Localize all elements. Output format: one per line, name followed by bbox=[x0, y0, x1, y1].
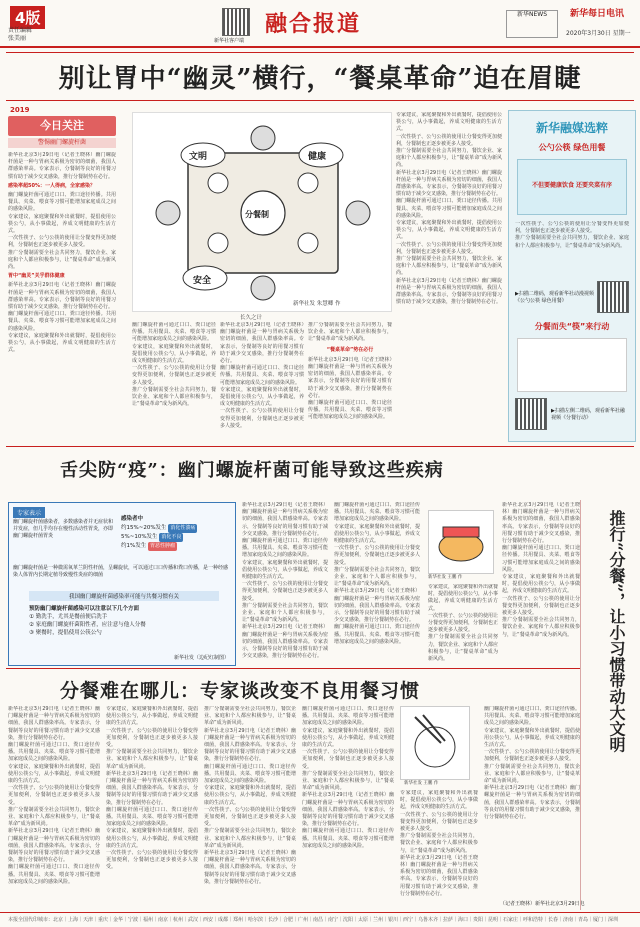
body-paragraph: 一次性筷子、公勺公筷的使用让分餐变得更加便利，分餐制也正逐步被更多人接受。 bbox=[132, 365, 216, 386]
body-paragraph: 幽门螺旋杆菌可通过口口、粪口途径传播。共用餐具、夹菜、喂食等习惯可能增加家庭成员之间的感染风险。 bbox=[204, 763, 296, 785]
body-paragraph: 幽门螺旋杆菌可通过口口、粪口途径传播。共用餐具、夹菜、喂食等习惯可能增加家庭成员之间的感染风险。 bbox=[8, 742, 100, 763]
body-paragraph: 专家建议，家庭聚餐和外出就餐时，提倡使用公筷公勺，从小事做起，养成文明健康的生活方式。 bbox=[400, 790, 478, 811]
box-credit: 新华社发（边纪红制图） bbox=[173, 655, 229, 661]
body-paragraph: 幽门螺旋杆菌可通过口口、粪口途径传播。共用餐具、夹菜、喂食等习惯可能增加家庭成员之间的感染风险。 bbox=[396, 198, 502, 219]
body-paragraph: 推广分餐制需要全社会共同努力，餐饮企业、家庭和个人都应积极参与，让“餐桌革命”成为新风尚。 bbox=[428, 634, 498, 663]
body-paragraph: 新华社北京3月29日电（记者王晓林）幽门螺旋杆菌是一种与胃病关系极为密切的细菌，我国人群感染率高。专家表示，分餐制等良好的用餐习惯有助于减少交叉感染，推行分餐制势在必行。 bbox=[8, 828, 100, 864]
stats-title: 感染者中 bbox=[121, 516, 144, 522]
body-paragraph: 新华社北京3月29日电（记者王晓林）幽门螺旋杆菌是一种与胃病关系极为密切的细菌，我国人群感染率高。专家表示，分餐制等良好的用餐习惯有助于减少交叉感染，推行分餐制势在必行。 bbox=[8, 706, 100, 741]
body-paragraph: 推广分餐制需要全社会共同努力，餐饮企业、家庭和个人都应积极参与，让“餐桌革命”成为新风尚。 bbox=[8, 249, 116, 271]
body-paragraph: 专家建议，家庭聚餐和外出就餐时，提倡使用公筷公勺，从小事做起，养成文明健康的生活方式。 bbox=[8, 332, 116, 354]
label-health: 健康 bbox=[308, 152, 327, 162]
body-paragraph: 推广分餐制需要全社会共同努力，餐饮企业、家庭和个人都应积极参与，让“餐桌革命”成为新风尚。 bbox=[302, 770, 394, 792]
body-paragraph: 推广分餐制需要全社会共同努力，餐饮企业、家庭和个人都应积极参与，让“餐桌革命”成为新风尚。 bbox=[132, 386, 216, 408]
body-paragraph: 推广分餐制需要全社会共同努力，餐饮企业、家庭和个人都应积极参与，让“餐桌革命”成为新风尚。 bbox=[484, 763, 580, 785]
body-paragraph: 专家建议，家庭聚餐和外出就餐时，提倡使用公筷公勺，从小事做起，养成文明健康的生活方式。 bbox=[502, 574, 580, 595]
subhead: 感染率超50%：一人得病，全家感染？ bbox=[8, 182, 95, 189]
body-paragraph: 专家建议，家庭聚餐和外出就餐时，提倡使用公筷公勺，从小事做起，养成文明健康的生活方式。 bbox=[334, 523, 420, 545]
story2-col-3 bbox=[428, 584, 498, 664]
body-paragraph: 新华社北京3月29日电（记者王晓林）幽门螺旋杆菌是一种与胃病关系极为密切的细菌，我国人群感染率高。专家表示，分餐制等良好的用餐习惯有助于减少交叉感染，推行分餐制势在必行。 bbox=[242, 624, 328, 660]
headline-rule-bottom bbox=[6, 100, 634, 101]
body-paragraph: 一次性筷子、公勺公筷的使用让分餐变得更加便利，分餐制也正逐步被更多人接受。 bbox=[400, 811, 478, 833]
body-paragraph: 新华社北京3月29日电（记者王晓林）幽门螺旋杆菌是一种与胃病关系极为密切的细菌，我国人群感染率高。专家表示，分餐制等良好的用餐习惯有助于减少交叉感染，推行分餐制势在必行。 bbox=[204, 727, 296, 763]
lead-column-1 bbox=[8, 152, 116, 442]
body-paragraph: 专家建议，家庭聚餐和外出就餐时，提倡使用公筷公勺，从小事做起，养成文明健康的生活方式。 bbox=[302, 727, 394, 749]
body-paragraph: 新华社北京3月29日电（记者王晓林）幽门螺旋杆菌是一种与胃病关系极为密切的细菌，我国人群感染率高。专家表示，分餐制等良好的用餐习惯有助于减少交叉感染，推行分餐制势在必行。 bbox=[204, 850, 296, 885]
qr-code-icon[interactable] bbox=[597, 281, 629, 313]
stat-tag: 消化性溃疡 bbox=[170, 525, 196, 531]
box-title: 专家表示 bbox=[13, 507, 45, 518]
body-paragraph: 幽门螺旋杆菌可通过口口、粪口途径传播。共用餐具、夹菜、喂食等习惯可能增加家庭成员之间的感染风险。 bbox=[242, 538, 328, 559]
body-paragraph: 专家建议，家庭聚餐和外出就餐时，提倡使用公筷公勺，从小事做起，养成文明健康的生活方式。 bbox=[396, 220, 502, 241]
tip-item: ② 家庭幽门螺旋杆菌阳性者，应注意与他人分餐 bbox=[29, 622, 146, 628]
body-paragraph: 幽门螺旋杆菌可通过口口、粪口途径传播。共用餐具、夹菜、喂食等习惯可能增加家庭成员之间的感染风险。 bbox=[106, 806, 198, 828]
tip-item: ③ 聚餐时，提倡使用公筷公勺 bbox=[29, 630, 102, 636]
story3-col-6 bbox=[484, 706, 580, 908]
body-paragraph: 新华社北京3月29日电（记者王晓林）幽门螺旋杆菌是一种与胃病关系极为密切的细菌，我国人群感染率高。专家表示，分餐制等良好的用餐习惯有助于减少交叉感染，推行分餐制势在必行。 bbox=[396, 169, 502, 198]
section-rule bbox=[6, 446, 634, 447]
lead-column-2 bbox=[396, 112, 502, 442]
vertical-headline: 推行“分餐”，让小习惯带动大文明 bbox=[607, 510, 626, 753]
lead-column-3 bbox=[132, 322, 216, 440]
body-paragraph: 幽门螺旋杆菌可通过口口、粪口途径传播。共用餐具、夹菜、喂食等习惯可能增加家庭成员之间的感染风险。 bbox=[502, 545, 580, 573]
body-paragraph: 新华社北京3月29日电（记者王晓林）幽门螺旋杆菌是一种与胃病关系极为密切的细菌，我国人群感染率高。专家表示，分餐制等良好的用餐习惯有助于减少交叉感染，推行分餐制势在必行。 bbox=[502, 502, 580, 545]
body-paragraph: 专家建议，家庭聚餐和外出就餐时，提倡使用公筷公勺，从小事做起，养成文明健康的生活方式。 bbox=[8, 213, 116, 235]
body-paragraph: 新华社北京3月29日电（记者王晓林）幽门螺旋杆菌是一种与胃病关系极为密切的细菌，我国人群感染率高。专家表示，分餐制等良好的用餐习惯有助于减少交叉感染，推行分餐制势在必行。 bbox=[106, 770, 198, 806]
subhead: 胃中“幽灵”关乎群体健康 bbox=[8, 273, 65, 280]
body-paragraph: 专家建议，家庭聚餐和外出就餐时，提倡使用公筷公勺，从小事做起，养成文明健康的生活方式。 bbox=[396, 112, 502, 133]
body-paragraph: 幽门螺旋杆菌可通过口口、粪口途径传播。共用餐具、夹菜、喂食等习惯可能增加家庭成员之间的感染风险。 bbox=[302, 828, 394, 849]
story2-col-1 bbox=[242, 502, 328, 664]
label-civil: 文明 bbox=[189, 152, 208, 162]
body-paragraph: 一次性筷子、公勺公筷的使用让分餐变得更加便利，分餐制也正逐步被更多人接受。 bbox=[8, 785, 100, 806]
body-paragraph: 一次性筷子、公勺公筷的使用让分餐变得更加便利，分餐制也正逐步被更多人接受。 bbox=[242, 581, 328, 602]
body-paragraph: 一次性筷子、公勺公筷的使用让分餐变得更加便利，分餐制也正逐步被更多人接受。 bbox=[204, 806, 296, 828]
body-paragraph: 新华社北京3月29日电（记者王晓林）幽门螺旋杆菌是一种与胃病关系极为密切的细菌，我国人群感染率高。专家表示，分餐制等良好的用餐习惯有助于减少交叉感染，推行分餐制势在必行。 bbox=[242, 502, 328, 537]
body-paragraph: 推广分餐制需要全社会共同努力，餐饮企业、家庭和个人都应积极参与，让“餐桌革命”成为新风尚。 bbox=[400, 833, 478, 854]
section-title: 融合报道 bbox=[265, 11, 362, 37]
stat-tag: 胃恶性肿瘤 bbox=[149, 543, 175, 549]
cartoon-caption-2: 新华社发 王鹏 作 bbox=[404, 781, 439, 786]
body-paragraph: 一次性筷子、公勺公筷的使用让分餐变得更加便利，分餐制也正逐步被更多人接受。 bbox=[515, 221, 629, 235]
cartoon-image-2 bbox=[400, 706, 470, 780]
qr-note-2: ▶扫描左侧二维码，观看新华社融视频《分餐行动》 bbox=[551, 408, 625, 421]
body-paragraph: 推广分餐制需要全社会共同努力，餐饮企业、家庭和个人都应积极参与，让“餐桌革命”成为新风尚。 bbox=[106, 749, 198, 770]
body-paragraph: 专家建议，家庭聚餐和外出就餐时，提倡使用公筷公勺，从小事做起，养成文明健康的生活方式。 bbox=[220, 386, 304, 408]
sidebar-video-thumb-2[interactable] bbox=[517, 338, 627, 392]
body-paragraph: 新华社北京3月29日电（记者王晓林）幽门螺旋杆菌是一种与胃病关系极为密切的细菌，我国人群感染率高。专家表示，分餐制等良好的用餐习惯有助于减少交叉感染，推行分餐制势在必行。 bbox=[484, 785, 580, 821]
badge-year: 2019 bbox=[10, 106, 30, 114]
body-paragraph: 新华社北京3月29日电（记者王晓林）幽门螺旋杆菌是一种与胃病关系极为密切的细菌，我国人群感染率高。专家表示，分餐制等良好的用餐习惯有助于减少交叉感染，推行分餐制势在必行。 bbox=[8, 282, 116, 311]
body-paragraph: 一次性筷子、公勺公筷的使用让分餐变得更加便利，分餐制也正逐步被更多人接受。 bbox=[334, 545, 420, 566]
body-paragraph: 推广分餐制需要全社会共同努力，餐饮企业、家庭和个人都应积极参与，让“餐桌革命”成为新风尚。 bbox=[396, 148, 502, 169]
sidebar-sub1: 公勺公筷 绿色用餐 bbox=[538, 143, 606, 152]
body-paragraph: 专家建议，家庭聚餐和外出就餐时，提倡使用公筷公勺，从小事做起，养成文明健康的生活方式。 bbox=[428, 584, 498, 612]
body-paragraph: 新华社北京3月29日电（记者王晓林）幽门螺旋杆菌是一种与胃病关系极为密切的细菌，我国人群感染率高。专家表示，分餐制等良好的用餐习惯有助于减少交叉感染，推行分餐制势在必行。 bbox=[400, 854, 478, 897]
body-paragraph: 专家建议，家庭聚餐和外出就餐时，提倡使用公筷公勺，从小事做起，养成文明健康的生活方式。 bbox=[132, 343, 216, 365]
body-paragraph: 幽门螺旋杆菌可通过口口、粪口途径传播。共用餐具、夹菜、喂食等习惯可能增加家庭成员之间的感染风险。 bbox=[334, 502, 420, 523]
pot-cartoon-icon bbox=[429, 511, 493, 573]
label-divide: 分餐制 bbox=[245, 210, 269, 219]
story3-signoff: （记者王晓林）新华社北京3月29日电 bbox=[500, 901, 585, 907]
story3-col-2 bbox=[106, 706, 198, 908]
body-paragraph: 新华社北京3月29日电（记者王晓林）幽门螺旋杆菌是一种与胃病关系极为密切的细菌，我国人群感染率高。专家表示，分餐制等良好的用餐习惯有助于减少交叉感染，推行分餐制势在必行。 bbox=[302, 792, 394, 828]
news-logo: 新华NEWS bbox=[506, 10, 558, 38]
body-paragraph: 一次性筷子、公勺公筷的使用让分餐变得更加便利，分餐制也正逐步被更多人接受。 bbox=[106, 850, 198, 871]
body-paragraph: 一次性筷子、公勺公筷的使用让分餐变得更加便利，分餐制也正逐步被更多人接受。 bbox=[8, 235, 116, 249]
qr-note-1: ▶扫描二维码，观看新华社动漫视频《公勺公筷 绿色用餐》 bbox=[515, 291, 594, 304]
sidebar-text bbox=[515, 221, 629, 277]
story3-col-4 bbox=[302, 706, 394, 908]
sidebar-video-thumb[interactable]: 不但要健康饮食 还要夹菜有序 bbox=[517, 159, 627, 215]
body-paragraph: 幽门螺旋杆菌可通过口口、粪口途径传播。共用餐具、夹菜、喂食等习惯可能增加家庭成员之间的感染风险。 bbox=[302, 706, 394, 727]
vertical-divider bbox=[580, 500, 581, 910]
body-paragraph: 推广分餐制需要全社会共同努力，餐饮企业、家庭和个人都应积极参与，让“餐桌革命”成为新风尚。 bbox=[334, 566, 420, 588]
box-line3: 我国幽门螺旋杆菌感染率可能与共餐习惯有关 bbox=[29, 591, 219, 601]
section-rule-2 bbox=[6, 668, 580, 669]
media-sidebar bbox=[508, 110, 636, 442]
stat-tag: 消化不良 bbox=[161, 534, 182, 540]
body-paragraph: 专家建议，家庭聚餐和外出就餐时，提倡使用公筷公勺，从小事做起，养成文明健康的生活方式。 bbox=[106, 828, 198, 849]
chopsticks-cartoon-icon bbox=[401, 707, 469, 779]
body-paragraph: 一次性筷子、公勺公筷的使用让分餐变得更加便利，分餐制也正逐步被更多人接受。 bbox=[396, 133, 502, 147]
editor-credit bbox=[8, 27, 32, 43]
editor-line: 责任编辑 bbox=[8, 27, 33, 34]
body-paragraph: 幽门螺旋杆菌可通过口口、粪口途径传播。共用餐具、夹菜、喂食等习惯可能增加家庭成员之间的感染风险。 bbox=[484, 706, 580, 727]
body-paragraph: 推广分餐制需要全社会共同努力，餐饮企业、家庭和个人都应积极参与，让“餐桌革命”成为新风尚。 bbox=[308, 322, 392, 343]
sidebar-sub2: 分餐而失“筷”来行动 bbox=[534, 322, 610, 331]
lead-column-5 bbox=[308, 322, 392, 440]
page-number: 4版 bbox=[10, 6, 45, 29]
stat: 约15%~20%发生 bbox=[121, 525, 167, 531]
cartoon-caption-1: 新华社发 王鹏 作 bbox=[428, 575, 463, 580]
body-paragraph: 推广分餐制需要全社会共同努力，餐饮企业、家庭和个人都应积极参与，让“餐桌革命”成为新风尚。 bbox=[204, 828, 296, 849]
body-paragraph: 一次性筷子、公勺公筷的使用让分餐变得更加便利，分餐制也正逐步被更多人接受。 bbox=[220, 408, 304, 429]
issue-date: 2020年3月30日 星期一 bbox=[566, 30, 631, 37]
footer-print-cities: 本报全国代印城市：北京｜上海｜天津｜重庆｜金华｜宁波｜福州｜南京｜杭州｜武汉｜西安｜成都｜郑州｜哈尔滨｜长沙｜合肥｜广州｜南昌｜南宁｜沈阳｜太原｜兰州｜银川｜西宁｜乌鲁木齐｜拉萨｜海口｜贵阳｜昆明｜石家庄｜呼和浩特｜长春｜济南｜青岛｜厦门｜深圳 bbox=[0, 912, 640, 927]
body-paragraph: 幽门螺旋杆菌可通过口口、粪口途径传播。共用餐具、夹菜、喂食等习惯可能增加家庭成员之间的感染风险。 bbox=[334, 624, 420, 645]
body-paragraph: 一次性筷子、公勺公筷的使用让分餐变得更加便利，分餐制也正逐步被更多人接受。 bbox=[502, 595, 580, 617]
lead-column-4 bbox=[220, 322, 304, 440]
body-paragraph: 推广分餐制需要全社会共同努力，餐饮企业、家庭和个人都应积极参与，让“餐桌革命”成为新风尚。 bbox=[396, 256, 502, 277]
body-paragraph: 幽门螺旋杆菌可通过口口、粪口途径传播。共用餐具、夹菜、喂食等习惯可能增加家庭成员之间的感染风险。 bbox=[8, 192, 116, 213]
story3-col-5 bbox=[400, 790, 478, 908]
body-paragraph: 幽门螺旋杆菌可通过口口、粪口途径传播。共用餐具、夹菜、喂食等习惯可能增加家庭成员之间的感染风险。 bbox=[8, 311, 116, 332]
body-paragraph: 推广分餐制需要全社会共同努力，餐饮企业、家庭和个人都应积极参与，让“餐桌革命”成为新风尚。 bbox=[515, 235, 629, 249]
body-paragraph: 一次性筷子、公勺公筷的使用让分餐变得更加便利，分餐制也正逐步被更多人接受。 bbox=[484, 749, 580, 763]
body-paragraph: 一次性筷子、公勺公筷的使用让分餐变得更加便利，分餐制也正逐步被更多人接受。 bbox=[396, 241, 502, 255]
body-paragraph: 新华社北京3月29日电（记者王晓林）幽门螺旋杆菌是一种与胃病关系极为密切的细菌，我国人群感染率高。专家表示，分餐制等良好的用餐习惯有助于减少交叉感染，推行分餐制势在必行。 bbox=[308, 356, 392, 399]
today-focus-badge: 今日关注 bbox=[8, 116, 116, 136]
body-paragraph: 幽门螺旋杆菌可通过口口、粪口途径传播。共用餐具、夹菜、喂食等习惯可能增加家庭成员之间的感染风险。 bbox=[132, 322, 216, 343]
body-paragraph: 新华社北京3月29日电（记者王晓林）幽门螺旋杆菌是一种与胃病关系极为密切的细菌，我国人群感染率高。专家表示，分餐制等良好的用餐习惯有助于减少交叉感染，推行分餐制势在必行。 bbox=[334, 588, 420, 624]
sidebar-title: 新华融媒选粹 bbox=[535, 121, 608, 135]
body-paragraph: 新华社北京3月29日电（记者王晓林）幽门螺旋杆菌是一种与胃病关系极为密切的细菌，我国人群感染率高。专家表示，分餐制等良好的用餐习惯有助于减少交叉感染，推行分餐制势在必行。 bbox=[8, 152, 116, 180]
body-paragraph: 一次性筷子、公勺公筷的使用让分餐变得更加便利，分餐制也正逐步被更多人接受。 bbox=[302, 749, 394, 770]
body-paragraph: 幽门螺旋杆菌可通过口口、粪口途径传播。共用餐具、夹菜、喂食等习惯可能增加家庭成员之间的感染风险。 bbox=[308, 400, 392, 421]
brand-name: 新华每日电讯 bbox=[570, 9, 625, 19]
box-line2: 幽门螺旋杆菌是一种微需氧革兰阴性杆菌，呈螺旋状，可以通过口口传播和粪口传播，是一种经感染人体胃内长期定植导致慢性炎症的细菌 bbox=[13, 565, 229, 578]
stat: 约1%发生 bbox=[121, 543, 147, 549]
body-paragraph: 一次性筷子、公勺公筷的使用让分餐变得更加便利，分餐制也正逐步被更多人接受。 bbox=[106, 727, 198, 749]
story3-col-3 bbox=[204, 706, 296, 908]
body-paragraph: 新华社北京3月29日电（记者王晓林）幽门螺旋杆菌是一种与胃病关系极为密切的细菌，我国人群感染率高。专家表示，分餐制等良好的用餐习惯有助于减少交叉感染，推行分餐制势在必行。 bbox=[220, 322, 304, 365]
body-paragraph: 专家建议，家庭聚餐和外出就餐时，提倡使用公筷公勺，从小事做起，养成文明健康的生活方式。 bbox=[242, 559, 328, 581]
tips-title: 预防幽门螺旋杆菌感染可以注意以下几个方面 bbox=[29, 606, 140, 612]
editor-line: 张美丽 bbox=[8, 35, 27, 42]
box-tips bbox=[29, 605, 219, 637]
tip-item: ① 勤洗手，尤其是餐前便后洗手 bbox=[29, 614, 108, 620]
body-paragraph: 推广分餐制需要全社会共同努力，餐饮企业、家庭和个人都应积极参与，让“餐桌革命”成为新风尚。 bbox=[204, 706, 296, 727]
box-line1: 幽门螺旋杆菌感染者，多数感染者并无症状和并发症，但几乎均存在慢性活动性胃炎，亦即幽门螺旋杆菌胃炎 bbox=[13, 519, 114, 539]
body-paragraph: 专家建议，家庭聚餐和外出就餐时，提倡使用公筷公勺，从小事做起，养成文明健康的生活方式。 bbox=[484, 727, 580, 749]
body-paragraph: 幽门螺旋杆菌可通过口口、粪口途径传播。共用餐具、夹菜、喂食等习惯可能增加家庭成员之间的感染风险。 bbox=[220, 365, 304, 386]
stat: 5%~10%发生 bbox=[121, 534, 158, 540]
expert-infobox bbox=[8, 502, 236, 666]
story2-col-4 bbox=[502, 502, 580, 664]
label-safe: 安全 bbox=[193, 276, 212, 286]
illustration-caption: 长久之计 bbox=[240, 315, 263, 321]
body-paragraph: 专家建议，家庭聚餐和外出就餐时，提倡使用公筷公勺，从小事做起，养成文明健康的生活方式。 bbox=[106, 706, 198, 727]
story2-col-2 bbox=[334, 502, 420, 664]
story3-col-1 bbox=[8, 706, 100, 908]
cartoon-image-1 bbox=[428, 510, 494, 574]
body-paragraph: 推广分餐制需要全社会共同努力，餐饮企业、家庭和个人都应积极参与，让“餐桌革命”成为新风尚。 bbox=[502, 617, 580, 638]
body-paragraph: 专家建议，家庭聚餐和外出就餐时，提倡使用公筷公勺，从小事做起，养成文明健康的生活方式。 bbox=[8, 763, 100, 785]
qr-code-icon[interactable] bbox=[515, 398, 547, 430]
lead-headline: 别让胃中“幽灵”横行，“餐桌革命”迫在眉睫 bbox=[58, 64, 582, 94]
body-paragraph: 新华社北京3月29日电（记者王晓林）幽门螺旋杆菌是一种与胃病关系极为密切的细菌，我国人群感染率高。专家表示，分餐制等良好的用餐习惯有助于减少交叉感染，推行分餐制势在必行。 bbox=[396, 277, 502, 306]
body-paragraph: 幽门螺旋杆菌可通过口口、粪口途径传播。共用餐具、夹菜、喂食等习惯可能增加家庭成员之间的感染风险。 bbox=[8, 864, 100, 885]
box-stats bbox=[121, 515, 229, 551]
lead-illustration bbox=[132, 112, 392, 312]
qr-code-icon[interactable] bbox=[222, 8, 250, 36]
story3-headline: 分餐难在哪儿：专家谈改变不良用餐习惯 bbox=[60, 680, 421, 702]
badge-subtitle: 警惕幽门螺旋杆菌 bbox=[8, 138, 116, 148]
qr-caption: 新华社客户端 bbox=[214, 38, 245, 44]
body-paragraph: 专家建议，家庭聚餐和外出就餐时，提倡使用公筷公勺，从小事做起，养成文明健康的生活方式。 bbox=[204, 785, 296, 806]
body-paragraph: 推广分餐制需要全社会共同努力，餐饮企业、家庭和个人都应积极参与，让“餐桌革命”成为新风尚。 bbox=[242, 602, 328, 624]
headline-rule bbox=[6, 52, 634, 53]
story2-headline: 舌尖防“疫”：幽门螺旋杆菌可能导致这些疾病 bbox=[60, 460, 444, 481]
body-paragraph: 一次性筷子、公勺公筷的使用让分餐变得更加便利，分餐制也正逐步被更多人接受。 bbox=[428, 612, 498, 634]
body-paragraph: 推广分餐制需要全社会共同努力，餐饮企业、家庭和个人都应积极参与，让“餐桌革命”成为新风尚。 bbox=[8, 806, 100, 828]
subhead: “餐桌革命”势在必行 bbox=[326, 346, 374, 353]
illustration-credit: 新华社发 朱慧卿 作 bbox=[293, 301, 341, 307]
